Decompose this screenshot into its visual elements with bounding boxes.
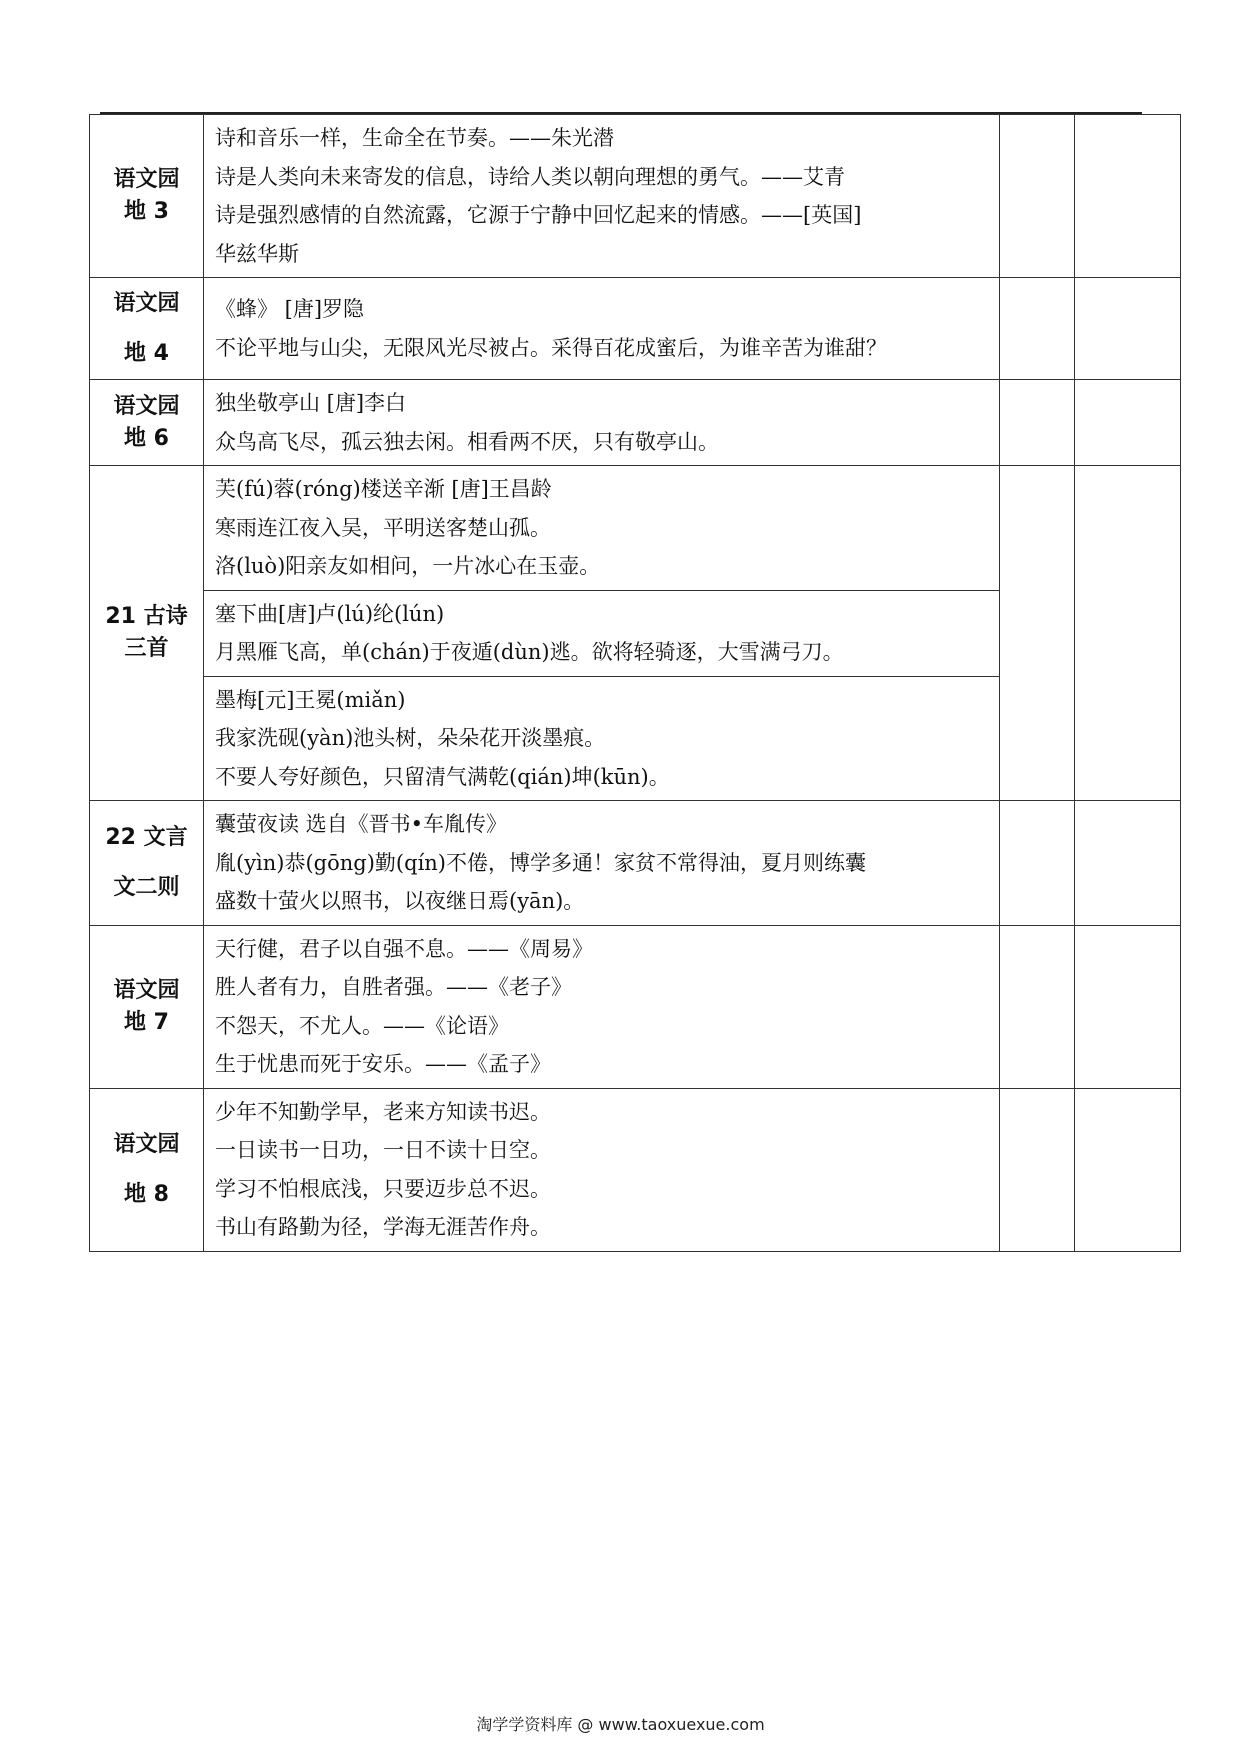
row-content xyxy=(204,801,1000,926)
text-line: 不论平地与山尖，无限风光尽被占。采得百花成蜜后，为谁辛苦为谁甜？ xyxy=(215,335,887,360)
text-line: 学习不怕根底浅，只要迈步总不迟。 xyxy=(215,1176,551,1201)
blank-cell xyxy=(1075,925,1181,1088)
text-line: 我家洗砚(yàn)池头树，朵朵花开淡墨痕。 xyxy=(215,726,606,750)
text-line: 墨梅[元]王冕(miǎn) xyxy=(215,687,406,712)
blank-cell xyxy=(1075,1088,1181,1251)
text-line: 洛(luò)阳亲友如相问，一片冰心在玉壶。 xyxy=(215,554,601,578)
poem-segment xyxy=(204,466,1000,591)
blank-cell xyxy=(1000,466,1075,801)
table-row xyxy=(90,278,1181,380)
row-label: 语文园 地 4 xyxy=(90,278,204,380)
table-row xyxy=(90,1088,1181,1251)
blank-cell xyxy=(1000,115,1075,278)
row-label: 22 文言 文二则 xyxy=(90,801,204,926)
text-line: 塞下曲[唐]卢(lú)纶(lún) xyxy=(215,601,445,626)
text-line: 众鸟高飞尽，孤云独去闲。相看两不厌，只有敬亭山。 xyxy=(215,429,719,454)
text-line: 寒雨连江夜入吴，平明送客楚山孤。 xyxy=(215,515,551,540)
text-line: 诗和音乐一样，生命全在节奏。——朱光潜 xyxy=(215,126,614,150)
row-label: 语文园 地 7 xyxy=(90,925,204,1088)
text-line: 华兹华斯 xyxy=(215,241,299,266)
poem-segment xyxy=(204,676,1000,801)
table-row xyxy=(90,380,1181,466)
blank-cell xyxy=(1000,1088,1075,1251)
blank-cell xyxy=(1075,801,1181,926)
text-line: 一日读书一日功，一日不读十日空。 xyxy=(215,1138,551,1162)
blank-cell xyxy=(1075,466,1181,801)
row-content xyxy=(204,1088,1000,1251)
table-row xyxy=(90,466,1181,591)
text-line: 诗是人类向未来寄发的信息，诗给人类以朝向理想的勇气。——艾青 xyxy=(215,164,845,189)
blank-cell xyxy=(1075,380,1181,466)
text-line: 不要人夸好颜色，只留清气满乾(qián)坤(kūn)。 xyxy=(215,764,670,789)
page-footer: 淘学学资料库 @ www.taoxuexue.com xyxy=(476,1715,765,1734)
row-content xyxy=(204,925,1000,1088)
blank-cell xyxy=(1075,115,1181,278)
text-line: 囊萤夜读 选自《晋书•车胤传》 xyxy=(215,812,508,836)
table-row xyxy=(90,925,1181,1088)
row-content xyxy=(204,380,1000,466)
text-line: 诗是强烈感情的自然流露，它源于宁静中回忆起来的情感。——[英国] xyxy=(215,203,862,227)
text-line: 不怨天，不尤人。——《论语》 xyxy=(215,1013,509,1038)
text-line: 月黑雁飞高，单(chán)于夜遁(dùn)逃。欲将轻骑逐，大雪满弓刀。 xyxy=(215,640,844,664)
poem-segment xyxy=(204,590,1000,676)
text-line: 胜人者有力，自胜者强。——《老子》 xyxy=(215,975,572,999)
text-line: 芙(fú)蓉(róng)楼送辛渐 [唐]王昌龄 xyxy=(215,477,552,501)
text-line: 生于忧患而死于安乐。——《孟子》 xyxy=(215,1052,551,1076)
table-row xyxy=(90,115,1181,278)
row-label: 21 古诗 三首 xyxy=(90,466,204,801)
blank-cell xyxy=(1000,925,1075,1088)
text-line: 少年不知勤学早，老来方知读书迟。 xyxy=(215,1099,551,1124)
row-content xyxy=(204,115,1000,278)
recitation-table xyxy=(89,114,1181,1252)
row-content xyxy=(204,278,1000,380)
text-line: 天行健，君子以自强不息。——《周易》 xyxy=(215,936,593,961)
text-line: 盛数十萤火以照书，以夜继日焉(yān)。 xyxy=(215,889,585,913)
row-label: 语文园 地 3 xyxy=(90,115,204,278)
table-row xyxy=(90,801,1181,926)
text-line: 《蜂》 [唐]罗隐 xyxy=(215,297,365,321)
blank-cell xyxy=(1000,380,1075,466)
row-label: 语文园 地 8 xyxy=(90,1088,204,1251)
blank-cell xyxy=(1075,278,1181,380)
text-line: 书山有路勤为径，学海无涯苦作舟。 xyxy=(215,1215,551,1239)
text-line: 胤(yìn)恭(gōng)勤(qín)不倦，博学多通！家贫不常得油，夏月则练囊 xyxy=(215,850,866,875)
row-label: 语文园 地 6 xyxy=(90,380,204,466)
blank-cell xyxy=(1000,801,1075,926)
blank-cell xyxy=(1000,278,1075,380)
text-line: 独坐敬亭山 [唐]李白 xyxy=(215,391,407,415)
